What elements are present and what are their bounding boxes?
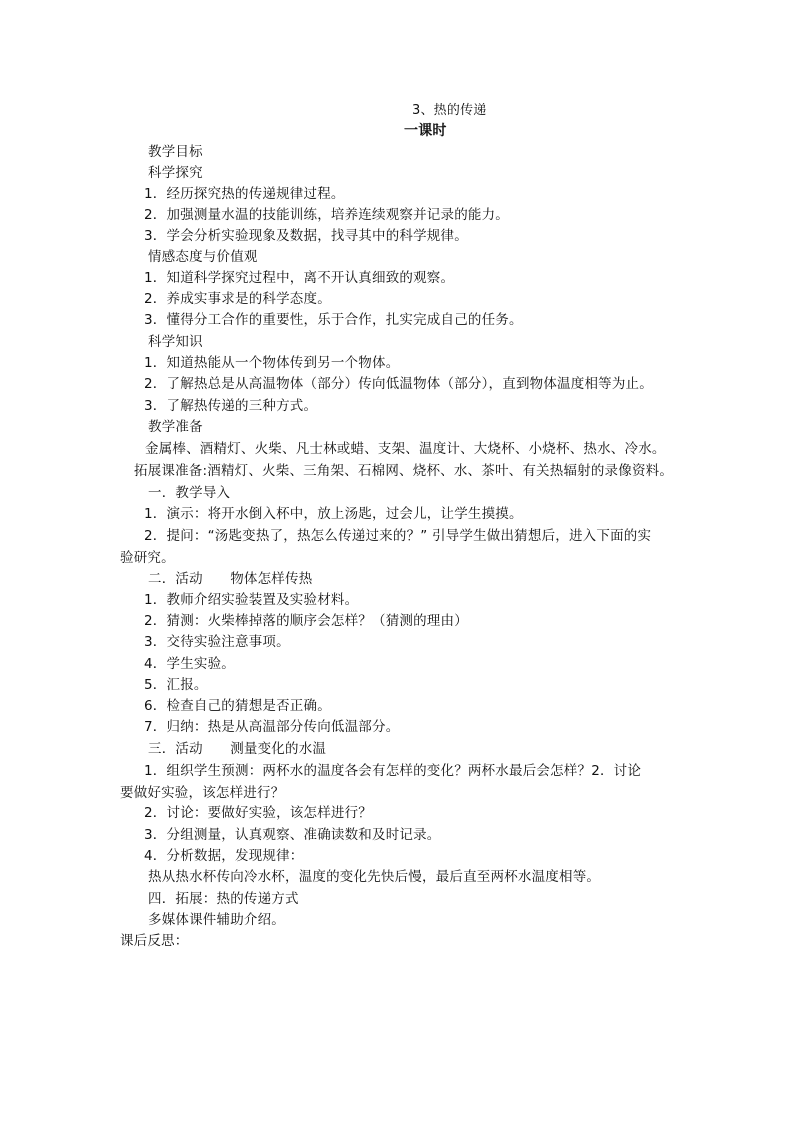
heading-intro: 一．教学导入 bbox=[148, 485, 231, 501]
heading-objectives: 教学目标 bbox=[148, 144, 203, 160]
text-paragraph: 1．组织学生预测：两杯水的温度各会有怎样的变化？两杯水最后会怎样？2．讨论要做好实验，该怎样进行？ bbox=[120, 763, 642, 801]
text-line: 2．猜测：火柴棒掉落的顺序会怎样？（猜测的理由） bbox=[144, 613, 468, 629]
text-line: 3．了解热传递的三种方式。 bbox=[144, 398, 318, 414]
heading-extension: 四．拓展：热的传递方式 bbox=[148, 891, 299, 907]
doc-title: 3、热的传递 bbox=[412, 103, 487, 118]
heading-reflection: 课后反思： bbox=[120, 933, 189, 949]
text-line: 2．了解热总是从高温物体（部分）传向低温物体（部分），直到物体温度相等为止。 bbox=[144, 376, 653, 392]
heading-knowledge: 科学知识 bbox=[148, 334, 203, 350]
text-line: 1．教师介绍实验装置及实验材料。 bbox=[144, 592, 359, 608]
text-line: 多媒体课件辅助介绍。 bbox=[148, 912, 285, 928]
heading-attitude: 情感态度与价值观 bbox=[148, 249, 258, 265]
text-line: 金属棒、酒精灯、火柴、凡士林或蜡、支架、温度计、大烧杯、小烧杯、热水、冷水。 bbox=[145, 441, 666, 457]
heading-preparation: 教学准备 bbox=[148, 419, 203, 435]
text-line: 2．养成实事求是的科学态度。 bbox=[144, 291, 331, 307]
text-line: 3．分组测量，认真观察、准确读数和及时记录。 bbox=[144, 827, 441, 843]
text-line: 5．汇报。 bbox=[144, 677, 208, 693]
text-line: 3．交待实验注意事项。 bbox=[144, 634, 290, 650]
text-line: 2．讨论：要做好实验，该怎样进行？ bbox=[144, 805, 372, 821]
text-line: 1．知道科学探究过程中，离不开认真细致的观察。 bbox=[144, 270, 455, 286]
text-line: 热从热水杯传向冷水杯，温度的变化先快后慢，最后直至两杯水温度相等。 bbox=[148, 869, 601, 885]
doc-subtitle: 一课时 bbox=[404, 123, 447, 139]
text-line: 3．学会分析实验现象及数据，找寻其中的科学规律。 bbox=[144, 228, 468, 244]
text-paragraph: 2．提问：“汤匙变热了，热怎么传递过来的？” 引导学生做出猜想后，进入下面的实验研究。 bbox=[120, 528, 652, 566]
text-line: 1．知道热能从一个物体传到另一个物体。 bbox=[144, 355, 400, 371]
text-line: 3．懂得分工合作的重要性，乐于合作，扎实完成自己的任务。 bbox=[144, 312, 523, 328]
text-line: 拓展课准备:酒精灯、火柴、三角架、石棉网、烧杯、水、茶叶、有关热辐射的录像资料。 bbox=[134, 463, 674, 479]
heading-inquiry: 科学探究 bbox=[148, 165, 203, 181]
text-line: 6．检查自己的猜想是否正确。 bbox=[144, 698, 331, 714]
text-line: 4．学生实验。 bbox=[144, 656, 235, 672]
text-line: 4．分析数据，发现规律： bbox=[144, 848, 304, 864]
text-line: 7．归纳：热是从高温部分传向低温部分。 bbox=[144, 719, 400, 735]
text-line: 1．演示：将开水倒入杯中，放上汤匙，过会儿，让学生摸摸。 bbox=[144, 506, 523, 522]
heading-activity-2: 三．活动 测量变化的水温 bbox=[148, 741, 327, 757]
text-line: 1．经历探究热的传递规律过程。 bbox=[144, 186, 345, 202]
heading-activity-1: 二．活动 物体怎样传热 bbox=[148, 571, 313, 587]
text-line: 2．加强测量水温的技能训练，培养连续观察并记录的能力。 bbox=[144, 207, 509, 223]
